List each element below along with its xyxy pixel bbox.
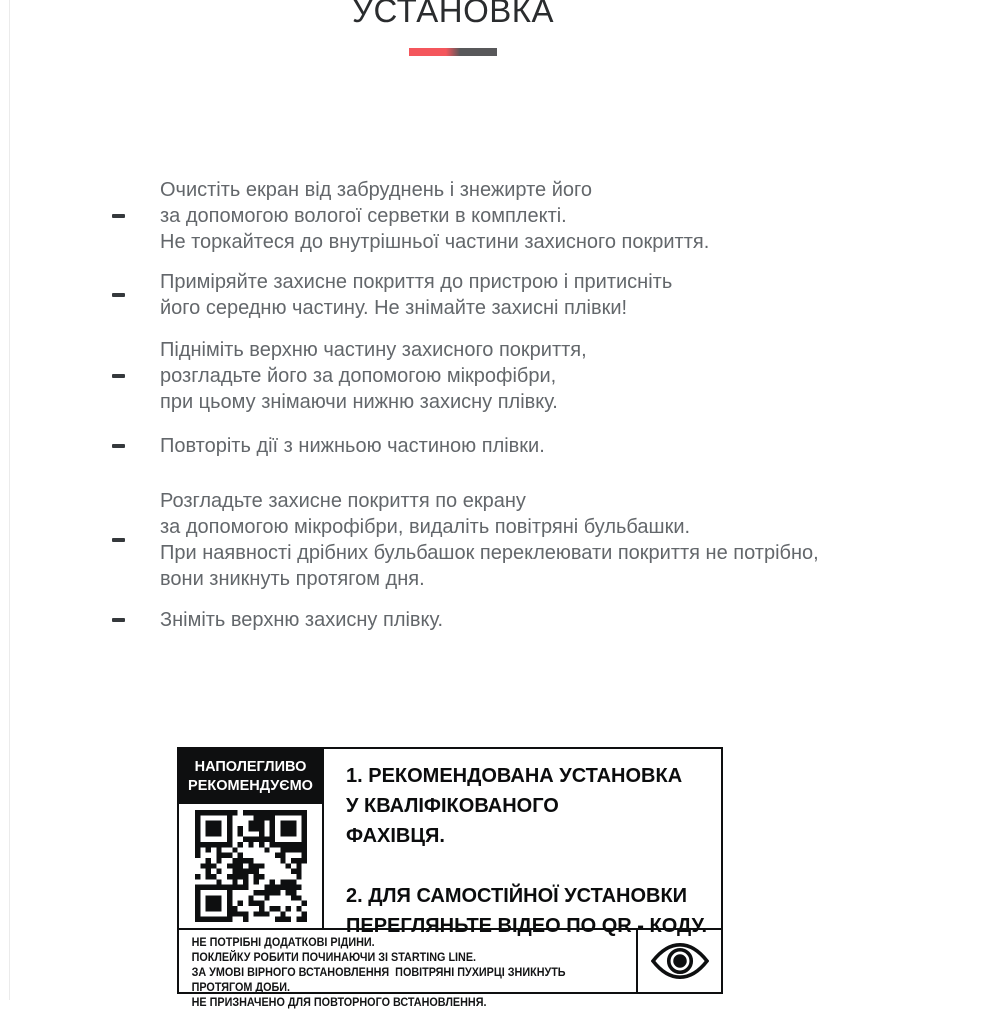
step-line: Зніміть верхню захисну плівку. xyxy=(160,609,444,631)
step-item xyxy=(112,269,952,321)
step-line: за допомогою вологої серветки в комплекті. xyxy=(160,205,567,227)
title-accent-bar xyxy=(409,48,497,56)
step-line: його середню частину. Не знімайте захисні плівки! xyxy=(160,297,628,319)
dash-bullet xyxy=(112,374,125,378)
footnotes xyxy=(179,930,590,1009)
recommendation-item xyxy=(346,761,713,851)
step-text xyxy=(160,177,952,255)
recommendation-item-line: 1. РЕКОМЕНДОВАНА УСТАНОВКА xyxy=(346,765,683,787)
dash-bullet xyxy=(112,618,125,622)
step-item xyxy=(112,607,952,633)
step-line: вони зникнуть протягом дня. xyxy=(160,568,425,590)
page-title: УСТАНОВКА xyxy=(351,0,555,29)
footnote-line: ПОКЛЕЙКУ РОБИТИ ПОЧИНАЮЧИ ЗІ STARTING LINE. xyxy=(191,950,477,964)
recommendation-header-line1: НАПОЛЕГЛИВО xyxy=(194,759,307,775)
step-line: При наявності дрібних бульбашок переклеювати покриття не потрібно, xyxy=(160,542,819,564)
page-edge-divider xyxy=(9,0,10,1000)
footnote-line: НЕ ПОТРІБНІ ДОДАТКОВІ РІДИНИ. xyxy=(191,935,375,949)
step-line: Приміряйте захисне покриття до пристрою і притисніть xyxy=(160,271,673,293)
qr-code-wrap xyxy=(179,804,322,928)
step-item xyxy=(112,433,952,459)
dash-bullet xyxy=(112,293,125,297)
qr-code xyxy=(195,810,307,922)
step-line: при цьому знімаючи нижню захисну плівку. xyxy=(160,391,558,413)
installation-steps-list xyxy=(112,177,952,633)
step-text xyxy=(160,433,952,459)
step-item xyxy=(112,337,952,415)
step-item xyxy=(112,488,952,592)
step-line: за допомогою мікрофібри, видаліть повітряні бульбашки. xyxy=(160,516,691,538)
step-item xyxy=(112,177,952,255)
recommendation-header xyxy=(179,749,322,804)
footnote-line: НЕ ПРИЗНАЧЕНО ДЛЯ ПОВТОРНОГО ВСТАНОВЛЕННЯ. xyxy=(191,995,487,1009)
step-line: Не торкайтеся до внутрішньої частини захисного покриття. xyxy=(160,231,710,253)
step-line: Очистіть екран від забруднень і знежирте його xyxy=(160,179,592,201)
recommendation-items xyxy=(324,749,721,937)
step-line: Повторіть дії з нижньою частиною плівки. xyxy=(160,435,545,457)
recommendation-box-top-row xyxy=(179,749,721,937)
recommendation-item-line: ПЕРЕГЛЯНЬТЕ ВІДЕО ПО QR - КОДУ. xyxy=(346,915,708,937)
step-line: розгладьте його за допомогою мікрофібри, xyxy=(160,365,557,387)
eye-cell xyxy=(636,930,721,992)
dash-bullet xyxy=(112,214,125,218)
step-text xyxy=(160,269,952,321)
recommendation-header-line2: РЕКОМЕНДУЄМО xyxy=(188,778,313,794)
dash-bullet xyxy=(112,444,125,448)
step-text xyxy=(160,337,952,415)
step-line: Розгладьте захисне покриття по екрану xyxy=(160,490,526,512)
recommendation-box xyxy=(177,747,723,1009)
footnote-line: ЗА УМОВІ ВІРНОГО ВСТАНОВЛЕННЯ ПОВІТРЯНІ ПУХИРЦІ ЗНИКНУТЬ ПРОТЯГОМ ДОБИ. xyxy=(191,965,572,994)
dash-bullet xyxy=(112,538,125,542)
eye-icon xyxy=(651,943,709,979)
step-text xyxy=(160,607,952,633)
step-line: Підніміть верхню частину захисного покриття, xyxy=(160,339,587,361)
recommendation-item-line: 2. ДЛЯ САМОСТІЙНОЇ УСТАНОВКИ xyxy=(346,885,688,907)
step-text xyxy=(160,488,952,592)
recommendation-item-line: У КВАЛІФІКОВАНОГО xyxy=(346,795,559,817)
recommendation-box-bottom-row xyxy=(179,928,721,1009)
recommendation-box-left-cell xyxy=(179,749,324,928)
recommendation-item-line: ФАХІВЦЯ. xyxy=(346,825,445,847)
